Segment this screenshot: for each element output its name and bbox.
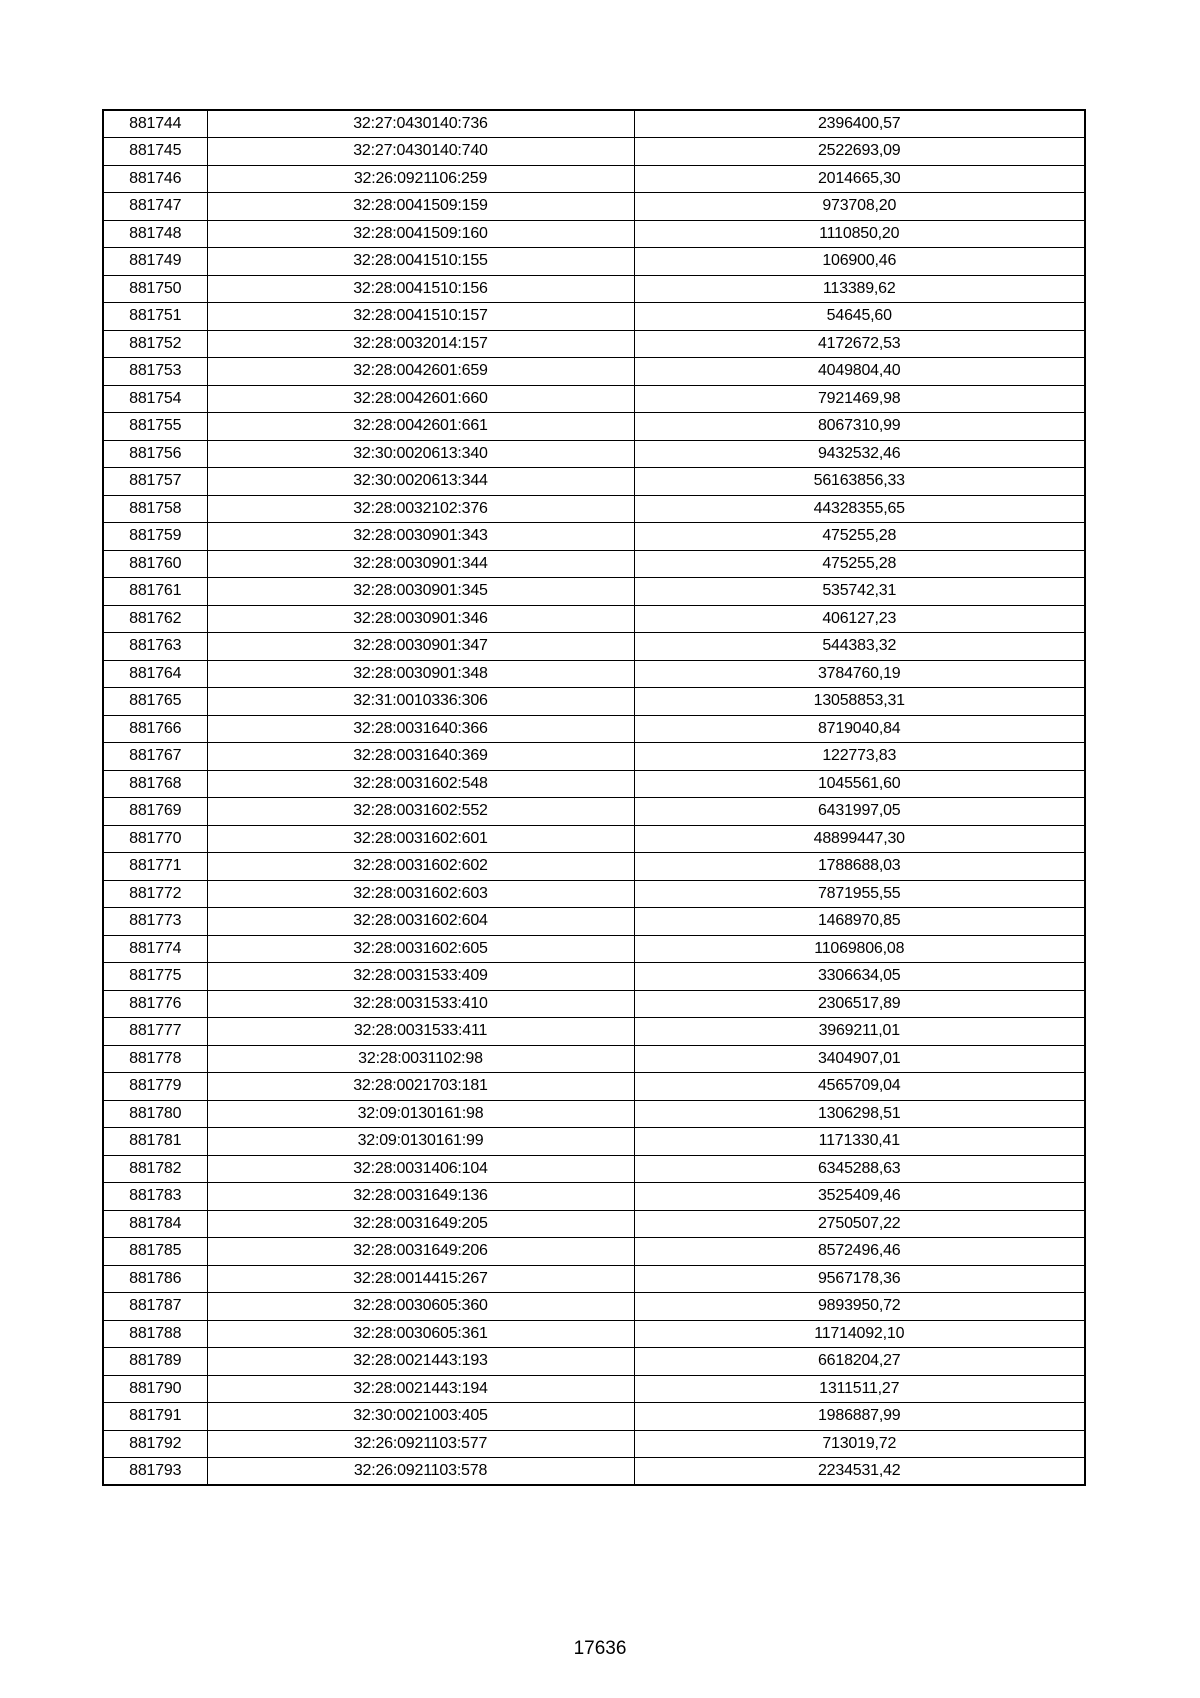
cadastral-number-cell: 32:31:0010336:306 [207, 688, 634, 716]
cadastral-number-cell: 32:26:0921103:577 [207, 1430, 634, 1458]
value-cell: 3525409,46 [634, 1183, 1085, 1211]
cadastral-number-cell: 32:30:0020613:340 [207, 440, 634, 468]
value-cell: 2522693,09 [634, 138, 1085, 166]
row-id-cell: 881783 [103, 1183, 207, 1211]
row-id-cell: 881782 [103, 1155, 207, 1183]
cadastral-number-cell: 32:30:0020613:344 [207, 468, 634, 496]
value-cell: 56163856,33 [634, 468, 1085, 496]
cadastral-number-cell: 32:26:0921106:259 [207, 165, 634, 193]
table-row [103, 605, 1085, 633]
cadastral-number-cell: 32:28:0031602:605 [207, 935, 634, 963]
cadastral-number-cell: 32:27:0430140:740 [207, 138, 634, 166]
table-row [103, 413, 1085, 441]
cadastral-number-cell: 32:28:0030605:360 [207, 1293, 634, 1321]
row-id-cell: 881793 [103, 1458, 207, 1486]
cadastral-number-cell: 32:28:0042601:659 [207, 358, 634, 386]
table-row [103, 220, 1085, 248]
row-id-cell: 881758 [103, 495, 207, 523]
cadastral-number-cell: 32:28:0041509:159 [207, 193, 634, 221]
cadastral-number-cell: 32:09:0130161:99 [207, 1128, 634, 1156]
cadastral-number-cell: 32:28:0031649:136 [207, 1183, 634, 1211]
table-row [103, 1073, 1085, 1101]
table-row [103, 908, 1085, 936]
cadastral-number-cell: 32:28:0030901:348 [207, 660, 634, 688]
cadastral-number-cell: 32:28:0030901:344 [207, 550, 634, 578]
value-cell: 11714092,10 [634, 1320, 1085, 1348]
value-cell: 973708,20 [634, 193, 1085, 221]
table-row [103, 743, 1085, 771]
cadastral-number-cell: 32:28:0042601:661 [207, 413, 634, 441]
cadastral-number-cell: 32:28:0030901:343 [207, 523, 634, 551]
table-row [103, 825, 1085, 853]
cadastral-number-cell: 32:28:0031102:98 [207, 1045, 634, 1073]
row-id-cell: 881750 [103, 275, 207, 303]
cadastral-number-cell: 32:28:0031533:410 [207, 990, 634, 1018]
cadastral-number-cell: 32:28:0031533:411 [207, 1018, 634, 1046]
table-row [103, 1183, 1085, 1211]
cadastral-number-cell: 32:28:0014415:267 [207, 1265, 634, 1293]
table-row [103, 1100, 1085, 1128]
value-cell: 4172672,53 [634, 330, 1085, 358]
cadastral-number-cell: 32:28:0031649:205 [207, 1210, 634, 1238]
value-cell: 713019,72 [634, 1430, 1085, 1458]
value-cell: 44328355,65 [634, 495, 1085, 523]
row-id-cell: 881792 [103, 1430, 207, 1458]
value-cell: 48899447,30 [634, 825, 1085, 853]
row-id-cell: 881784 [103, 1210, 207, 1238]
row-id-cell: 881745 [103, 138, 207, 166]
value-cell: 475255,28 [634, 550, 1085, 578]
page-number: 17636 [573, 1638, 627, 1659]
table-row [103, 688, 1085, 716]
table-row [103, 440, 1085, 468]
row-id-cell: 881777 [103, 1018, 207, 1046]
cadastral-number-cell: 32:27:0430140:736 [207, 110, 634, 138]
row-id-cell: 881764 [103, 660, 207, 688]
cadastral-number-cell: 32:28:0031640:366 [207, 715, 634, 743]
cadastral-number-cell: 32:28:0031602:601 [207, 825, 634, 853]
value-cell: 1110850,20 [634, 220, 1085, 248]
cadastral-number-cell: 32:28:0031602:602 [207, 853, 634, 881]
row-id-cell: 881781 [103, 1128, 207, 1156]
value-cell: 122773,83 [634, 743, 1085, 771]
value-cell: 1986887,99 [634, 1403, 1085, 1431]
row-id-cell: 881752 [103, 330, 207, 358]
row-id-cell: 881754 [103, 385, 207, 413]
table-row [103, 715, 1085, 743]
value-cell: 13058853,31 [634, 688, 1085, 716]
value-cell: 8067310,99 [634, 413, 1085, 441]
table-row [103, 358, 1085, 386]
value-cell: 7871955,55 [634, 880, 1085, 908]
value-cell: 3969211,01 [634, 1018, 1085, 1046]
cadastral-number-cell: 32:28:0031602:548 [207, 770, 634, 798]
value-cell: 2014665,30 [634, 165, 1085, 193]
cadastral-number-cell: 32:28:0041510:155 [207, 248, 634, 276]
table-row [103, 165, 1085, 193]
table-row [103, 138, 1085, 166]
cadastral-number-cell: 32:28:0030901:347 [207, 633, 634, 661]
cadastral-number-cell: 32:28:0021443:193 [207, 1348, 634, 1376]
table-row [103, 275, 1085, 303]
row-id-cell: 881746 [103, 165, 207, 193]
cadastral-number-cell: 32:28:0030605:361 [207, 1320, 634, 1348]
value-cell: 9432532,46 [634, 440, 1085, 468]
table-row [103, 550, 1085, 578]
value-cell: 7921469,98 [634, 385, 1085, 413]
table-row [103, 330, 1085, 358]
table-row [103, 853, 1085, 881]
row-id-cell: 881767 [103, 743, 207, 771]
table-row [103, 1045, 1085, 1073]
table-row [103, 770, 1085, 798]
cadastral-number-cell: 32:30:0021003:405 [207, 1403, 634, 1431]
value-cell: 1788688,03 [634, 853, 1085, 881]
value-cell: 9567178,36 [634, 1265, 1085, 1293]
cadastral-number-cell: 32:28:0032014:157 [207, 330, 634, 358]
row-id-cell: 881765 [103, 688, 207, 716]
value-cell: 2396400,57 [634, 110, 1085, 138]
row-id-cell: 881771 [103, 853, 207, 881]
row-id-cell: 881748 [103, 220, 207, 248]
table-row [103, 963, 1085, 991]
value-cell: 11069806,08 [634, 935, 1085, 963]
row-id-cell: 881762 [103, 605, 207, 633]
value-cell: 9893950,72 [634, 1293, 1085, 1321]
row-id-cell: 881780 [103, 1100, 207, 1128]
value-cell: 106900,46 [634, 248, 1085, 276]
table-row [103, 1210, 1085, 1238]
table-row [103, 1155, 1085, 1183]
row-id-cell: 881759 [103, 523, 207, 551]
row-id-cell: 881775 [103, 963, 207, 991]
cadastral-number-cell: 32:09:0130161:98 [207, 1100, 634, 1128]
table-row [103, 660, 1085, 688]
table-row [103, 1320, 1085, 1348]
table-row [103, 578, 1085, 606]
table-row [103, 468, 1085, 496]
value-cell: 3404907,01 [634, 1045, 1085, 1073]
table-row [103, 303, 1085, 331]
cadastral-number-cell: 32:28:0031640:369 [207, 743, 634, 771]
cadastral-number-cell: 32:28:0031602:552 [207, 798, 634, 826]
row-id-cell: 881747 [103, 193, 207, 221]
cadastral-number-cell: 32:28:0030901:345 [207, 578, 634, 606]
table-row [103, 193, 1085, 221]
table-row [103, 1265, 1085, 1293]
value-cell: 2750507,22 [634, 1210, 1085, 1238]
row-id-cell: 881768 [103, 770, 207, 798]
cadastral-number-cell: 32:28:0031602:603 [207, 880, 634, 908]
row-id-cell: 881774 [103, 935, 207, 963]
row-id-cell: 881756 [103, 440, 207, 468]
value-cell: 8572496,46 [634, 1238, 1085, 1266]
table-row [103, 385, 1085, 413]
table-row [103, 798, 1085, 826]
value-cell: 544383,32 [634, 633, 1085, 661]
row-id-cell: 881772 [103, 880, 207, 908]
cadastral-number-cell: 32:28:0041510:156 [207, 275, 634, 303]
row-id-cell: 881778 [103, 1045, 207, 1073]
row-id-cell: 881755 [103, 413, 207, 441]
row-id-cell: 881788 [103, 1320, 207, 1348]
row-id-cell: 881761 [103, 578, 207, 606]
table-row [103, 523, 1085, 551]
row-id-cell: 881744 [103, 110, 207, 138]
row-id-cell: 881766 [103, 715, 207, 743]
row-id-cell: 881785 [103, 1238, 207, 1266]
value-cell: 54645,60 [634, 303, 1085, 331]
table-body [103, 110, 1085, 1485]
row-id-cell: 881786 [103, 1265, 207, 1293]
table-row [103, 1403, 1085, 1431]
cadastral-number-cell: 32:28:0021443:194 [207, 1375, 634, 1403]
table-row [103, 1293, 1085, 1321]
value-cell: 8719040,84 [634, 715, 1085, 743]
row-id-cell: 881757 [103, 468, 207, 496]
cadastral-number-cell: 32:28:0041509:160 [207, 220, 634, 248]
row-id-cell: 881753 [103, 358, 207, 386]
value-cell: 3306634,05 [634, 963, 1085, 991]
row-id-cell: 881779 [103, 1073, 207, 1101]
row-id-cell: 881789 [103, 1348, 207, 1376]
cadastral-number-cell: 32:28:0021703:181 [207, 1073, 634, 1101]
cadastral-number-cell: 32:28:0032102:376 [207, 495, 634, 523]
table-row [103, 248, 1085, 276]
value-cell: 4049804,40 [634, 358, 1085, 386]
table-row [103, 1018, 1085, 1046]
cadastral-number-cell: 32:28:0030901:346 [207, 605, 634, 633]
row-id-cell: 881770 [103, 825, 207, 853]
cadastral-number-cell: 32:28:0031533:409 [207, 963, 634, 991]
cadastral-number-cell: 32:28:0031602:604 [207, 908, 634, 936]
cadastral-number-cell: 32:28:0041510:157 [207, 303, 634, 331]
table-row [103, 990, 1085, 1018]
table-row [103, 1458, 1085, 1486]
row-id-cell: 881776 [103, 990, 207, 1018]
value-cell: 6345288,63 [634, 1155, 1085, 1183]
row-id-cell: 881763 [103, 633, 207, 661]
table-row [103, 1348, 1085, 1376]
table-row [103, 1430, 1085, 1458]
value-cell: 4565709,04 [634, 1073, 1085, 1101]
table-row [103, 880, 1085, 908]
value-cell: 1306298,51 [634, 1100, 1085, 1128]
value-cell: 535742,31 [634, 578, 1085, 606]
cadastral-number-cell: 32:28:0042601:660 [207, 385, 634, 413]
row-id-cell: 881791 [103, 1403, 207, 1431]
row-id-cell: 881787 [103, 1293, 207, 1321]
value-cell: 1468970,85 [634, 908, 1085, 936]
value-cell: 1045561,60 [634, 770, 1085, 798]
table-row [103, 1238, 1085, 1266]
row-id-cell: 881760 [103, 550, 207, 578]
table-row [103, 1375, 1085, 1403]
value-cell: 1171330,41 [634, 1128, 1085, 1156]
table-row [103, 633, 1085, 661]
value-cell: 406127,23 [634, 605, 1085, 633]
data-table [102, 109, 1086, 1486]
cadastral-number-cell: 32:26:0921103:578 [207, 1458, 634, 1486]
value-cell: 3784760,19 [634, 660, 1085, 688]
value-cell: 1311511,27 [634, 1375, 1085, 1403]
table-row [103, 1128, 1085, 1156]
cadastral-number-cell: 32:28:0031406:104 [207, 1155, 634, 1183]
value-cell: 2306517,89 [634, 990, 1085, 1018]
table-row [103, 495, 1085, 523]
row-id-cell: 881769 [103, 798, 207, 826]
table-row [103, 935, 1085, 963]
value-cell: 6431997,05 [634, 798, 1085, 826]
row-id-cell: 881749 [103, 248, 207, 276]
row-id-cell: 881751 [103, 303, 207, 331]
cadastral-number-cell: 32:28:0031649:206 [207, 1238, 634, 1266]
value-cell: 113389,62 [634, 275, 1085, 303]
value-cell: 2234531,42 [634, 1458, 1085, 1486]
row-id-cell: 881790 [103, 1375, 207, 1403]
value-cell: 475255,28 [634, 523, 1085, 551]
row-id-cell: 881773 [103, 908, 207, 936]
table-row [103, 110, 1085, 138]
value-cell: 6618204,27 [634, 1348, 1085, 1376]
